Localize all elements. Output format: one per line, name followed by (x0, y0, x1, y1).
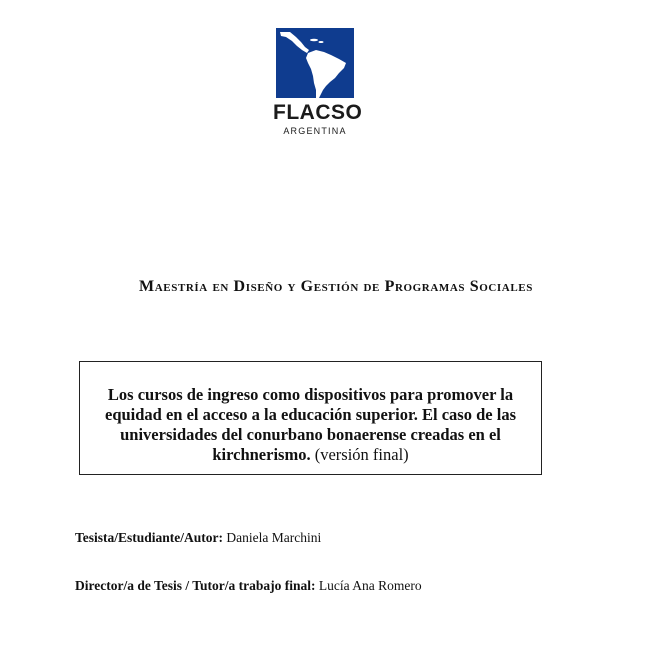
author-line (75, 530, 321, 546)
logo-subtitle: ARGENTINA (283, 126, 347, 136)
author-label: Tesista/Estudiante/Autor: (75, 530, 224, 545)
director-name: Lucía Ana Romero (318, 578, 422, 593)
thesis-title-text: Los cursos de ingreso como dispositivos para promover la equidad en el acceso a la educación superior. El caso de las universidades del conurbano bonaerense creadas en el kirchnerismo. (105, 385, 516, 464)
director-line (75, 578, 422, 594)
thesis-version: (versión final) (314, 445, 409, 464)
program-title: Maestría en Diseño y Gestión de Programas Sociales (139, 278, 533, 295)
latin-america-map-icon (276, 28, 354, 98)
flacso-logo (273, 24, 363, 142)
logo-name: FLACSO (273, 101, 363, 124)
thesis-title (80, 385, 541, 465)
director-label: Director/a de Tesis / Tutor/a trabajo final: (75, 578, 316, 593)
thesis-title-box (79, 361, 542, 475)
author-name: Daniela Marchini (226, 530, 322, 545)
